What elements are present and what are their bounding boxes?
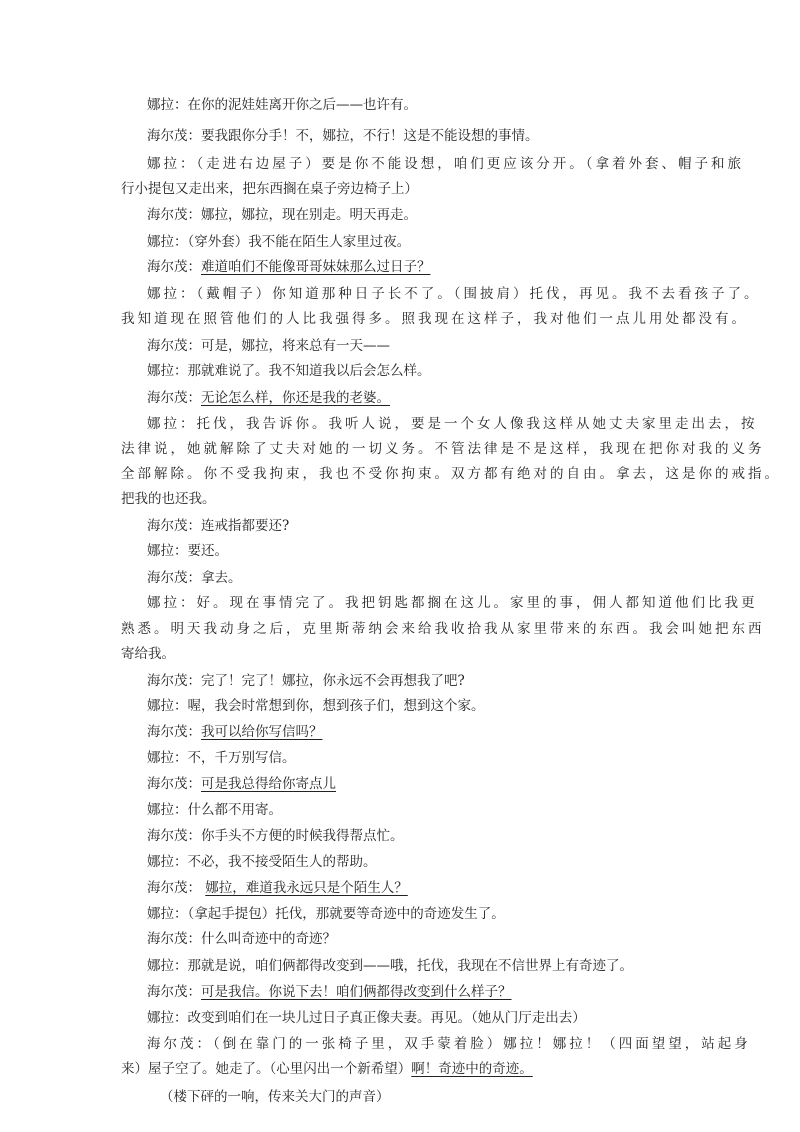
text-segment: 把我的也还我。 <box>121 491 216 507</box>
underlined-text: 可是我信。你说下去！咱们俩都得改变到什么样子？ <box>201 984 512 1000</box>
text-line <box>121 620 765 638</box>
text-line <box>147 697 485 715</box>
text-segment: 娜拉：（走进右边屋子）要是你不能设想，咱们更应该分开。（拿着外套、帽子和旅 <box>147 156 744 172</box>
text-segment: 娜拉：（戴帽子）你知道那种日子长不了。（围披肩）托伐，再见。我不去看孩子了。 <box>147 286 761 302</box>
text-line <box>147 155 744 173</box>
text-segment: 娜拉：那就难说了。我不知道我以后会怎么样。 <box>147 363 431 379</box>
text-segment: 海尔茂：什么叫奇迹中的奇迹？ <box>147 931 336 947</box>
text-line <box>121 645 175 663</box>
text-segment: 娜拉：托伐，我告诉你。我听人说，要是一个女人像我这样从她丈夫家里走出去，按 <box>147 416 758 432</box>
text-segment: 海尔茂：拿去。 <box>147 570 242 586</box>
text-line <box>147 853 377 871</box>
text-line <box>121 440 765 458</box>
text-segment: 海尔茂： <box>147 724 201 740</box>
text-line <box>147 723 323 741</box>
text-segment: 娜拉：要还。 <box>147 543 228 559</box>
text-line <box>147 827 404 845</box>
text-line <box>121 310 748 328</box>
text-line <box>147 233 410 251</box>
text-line <box>147 801 282 819</box>
text-segment: 海尔茂： <box>147 390 201 406</box>
text-segment: 海尔茂： <box>147 984 201 1000</box>
underlined-text: 娜拉，难道我永远只是个陌生人？ <box>205 880 408 896</box>
text-line <box>160 1088 390 1106</box>
text-segment: 熟悉。明天我动身之后，克里斯蒂纳会来给我收拾我从家里带来的东西。我会叫她把东西 <box>121 621 765 637</box>
text-line <box>147 879 408 897</box>
text-line <box>121 465 781 483</box>
text-segment: 娜拉：什么都不用寄。 <box>147 802 282 818</box>
text-segment: 娜拉：那就是说，咱们俩都得改变到——哦，托伐，我现在不信世界上有奇迹了。 <box>147 958 633 974</box>
text-line <box>147 569 242 587</box>
text-line <box>147 542 228 560</box>
text-segment: （楼下砰的一响，传来关大门的声音） <box>160 1089 390 1105</box>
text-segment: 海尔茂：要我跟你分手！不，娜拉，不行！这是不能设想的事情。 <box>147 128 539 144</box>
text-segment: 海尔茂：可是，娜拉，将来总有一天—— <box>147 338 390 354</box>
underlined-text: 难道咱们不能像哥哥妹妹那么过日子？ <box>201 259 431 275</box>
text-line <box>147 415 758 433</box>
text-line <box>147 1009 586 1027</box>
text-segment: 娜拉：（穿外套）我不能在陌生人家里过夜。 <box>147 234 411 250</box>
text-line <box>147 362 431 380</box>
text-segment: 海尔茂： <box>147 776 201 792</box>
text-segment: 娜拉：好。现在事情完了。我把钥匙都搁在这儿。家里的事，佣人都知道他们比我更 <box>147 595 758 611</box>
text-segment: 娜拉：喔，我会时常想到你，想到孩子们，想到这个家。 <box>147 698 485 714</box>
text-segment: 娜拉：改变到咱们在一块儿过日子真正像夫妻。再见。（她从门厅走出去） <box>147 1010 586 1026</box>
text-segment: 海尔茂：你手头不方便的时候我得帮点忙。 <box>147 828 404 844</box>
text-line <box>147 389 390 407</box>
text-line <box>147 1035 751 1053</box>
text-segment: 娜拉：（拿起手提包）托伐，那就要等奇迹中的奇迹发生了。 <box>147 906 505 922</box>
text-line <box>147 206 417 224</box>
text-segment: 娜拉：不必，我不接受陌生人的帮助。 <box>147 854 377 870</box>
text-segment: 法律说，她就解除了丈夫对她的一切义务。不管法律是不是这样，我现在把你对我的义务 <box>121 441 765 457</box>
text-segment: 海尔茂： <box>147 880 206 896</box>
text-line <box>147 930 336 948</box>
text-segment: 娜拉：不，千万别写信。 <box>147 750 296 766</box>
text-line <box>147 96 417 114</box>
text-segment: 来）屋子空了。她走了。（心里闪出一个新希望） <box>121 1061 412 1077</box>
text-line <box>147 983 512 1001</box>
text-segment: 海尔茂：娜拉，娜拉，现在别走。明天再走。 <box>147 207 417 223</box>
text-segment: 海尔茂：连戒指都要还? <box>147 518 290 534</box>
text-segment: 全部解除。你不受我拘束，我也不受你拘束。双方都有绝对的自由。拿去，这是你的戒指。 <box>121 466 781 482</box>
text-segment: 海尔茂：完了！完了！娜拉，你永远不会再想我了吧? <box>147 673 465 689</box>
text-segment: 行小提包又走出来，把东西搁在桌子旁边椅子上） <box>121 181 418 197</box>
text-line <box>147 594 758 612</box>
text-line <box>121 180 418 198</box>
underlined-text: 可是我总得给你寄点儿 <box>201 776 336 792</box>
text-segment: 寄给我。 <box>121 646 175 662</box>
text-segment: 我知道现在照管他们的人比我强得多。照我现在这样子，我对他们一点儿用处都没有。 <box>121 311 748 327</box>
text-line <box>147 127 539 145</box>
underlined-text: 无论怎么样，你还是我的老婆。 <box>201 390 390 406</box>
underlined-text: 啊！奇迹中的奇迹。 <box>411 1061 533 1077</box>
text-line <box>147 285 761 303</box>
text-line <box>147 258 431 276</box>
text-segment: 海尔茂：（倒在靠门的一张椅子里，双手蒙着脸）娜拉！娜拉！（四面望望，站起身 <box>147 1036 751 1052</box>
underlined-text: 我可以给你写信吗？ <box>201 724 323 740</box>
text-line <box>147 337 390 355</box>
text-line <box>147 775 336 793</box>
text-segment: 娜拉：在你的泥娃娃离开你之后——也许有。 <box>147 97 417 113</box>
text-line <box>147 957 633 975</box>
text-line <box>147 905 505 923</box>
text-line <box>147 517 289 535</box>
text-line <box>147 672 465 690</box>
text-line <box>121 490 216 508</box>
text-line <box>147 749 296 767</box>
text-segment: 海尔茂： <box>147 259 201 275</box>
text-line <box>121 1060 533 1078</box>
